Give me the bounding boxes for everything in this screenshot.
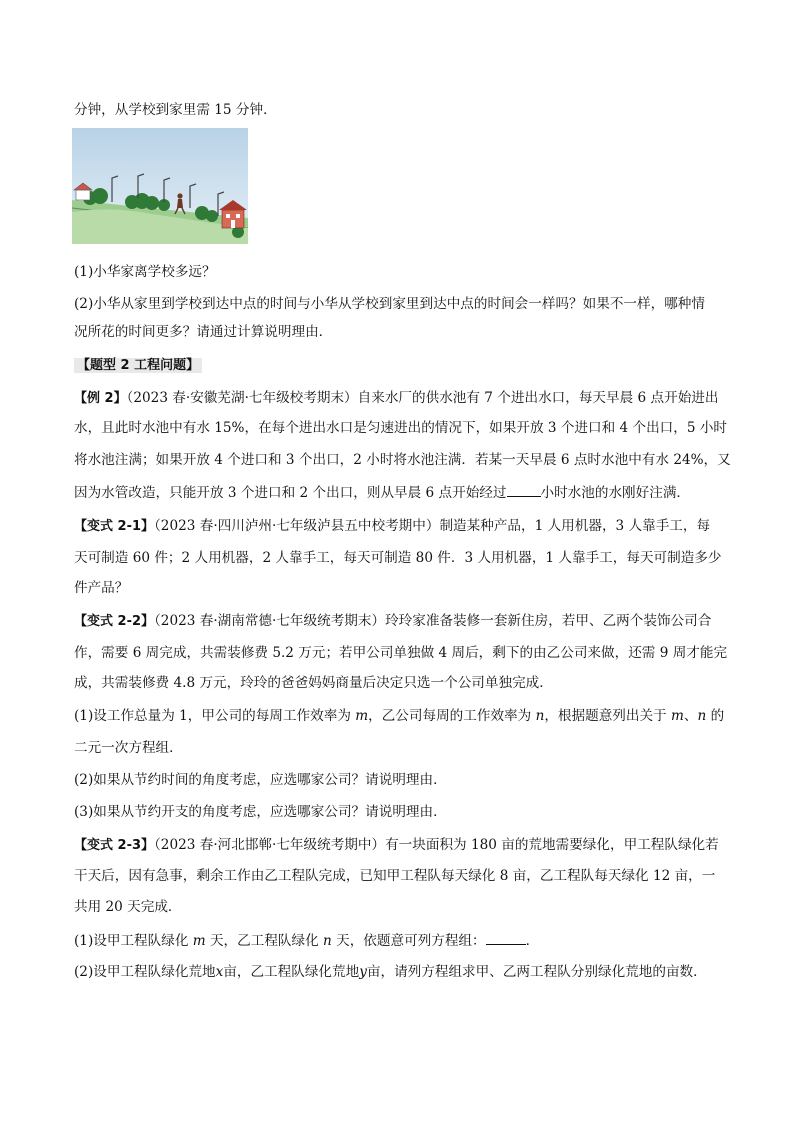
text: 的 [706,708,725,724]
question-2-line1: (2)小华从家里到学校到达中点的时间与小华从学校到家里到达中点的时间会一样吗？如果不一样，哪种情 [74,296,705,312]
variant-2-2-line1 [74,611,711,632]
example-2-text: （2023 春·安徽芜湖·七年级校考期末）自来水厂的供水池有 7 个进出水口，每天早晨 6 点开始进出 [126,390,719,406]
example-2-line3: 将水池注满；如果开放 4 个进口和 3 个出口，2 小时将水池注满．若某一天早晨 6 点时水池中有水 24%，又 [74,452,731,468]
variant-2-3-q2 [74,962,707,982]
text-line: 分钟，从学校到家里需 15 分钟． [74,102,277,118]
variant-2-3-tag: 【变式 2-3】 [74,838,155,853]
answer-blank[interactable] [486,930,526,945]
text: 亩，乙工程队绿化荒地 [223,964,360,980]
example-2-line2: 水，且此时水池中有水 15%，在每个进出水口是匀速进出的情况下，如果开放 3 个进口和 4 个出口，5 小时 [74,420,728,436]
var-m: m [192,933,206,949]
variant-2-2-q2: (2)如果从节约时间的角度考虑，应选哪家公司？请说明理由． [74,772,447,788]
var-m: m [671,708,684,724]
text: (1)设工作总量为 1，甲公司的每周工作效率为 [74,708,356,724]
text: 天，乙工程队绿化 [205,933,324,949]
var-x: x [215,964,224,980]
variant-2-2-tag: 【变式 2-2】 [74,614,155,629]
variant-2-1-tag: 【变式 2-1】 [74,519,155,534]
variant-2-1-text: （2023 春·四川泸州·七年级泸县五中校考期中）制造某种产品，1 人用机器，3 人靠手工，每 [154,518,711,534]
text: 亩，请列方程组求甲、乙两工程队分别绿化荒地的亩数． [366,964,707,980]
text: ． [525,933,540,949]
section-title: 【题型 2 工程问题】 [74,358,202,373]
variant-2-2-q3: (3)如果从节约开支的角度考虑，应选哪家公司？请说明理由． [74,804,447,820]
variant-2-3-line1 [74,835,719,856]
variant-2-2-q1-line1 [74,706,724,726]
section-heading [74,355,202,376]
answer-blank[interactable] [507,482,541,497]
var-n: n [697,708,707,724]
text: ，乙公司每周的工作效率为 [368,708,536,724]
variant-2-3-line3: 共用 20 天完成． [74,899,182,915]
example-2-line1 [74,388,718,409]
var-n: n [535,708,545,724]
text: 天，依题意可列方程组： [331,933,486,949]
var-n: n [323,933,332,949]
text: ，根据题意列出关于 [544,708,672,724]
text: 、 [683,708,698,724]
variant-2-3-line2: 干天后，因有急事，剩余工作由乙工程队完成，已知甲工程队每天绿化 8 亩，乙工程队每天绿化 12 亩，一 [74,868,716,884]
variant-2-2-q1-line2: 二元一次方程组． [74,740,183,756]
var-y: y [359,964,367,980]
question-2-line2: 况所花的时间更多？请通过计算说明理由． [74,324,333,340]
text: (2)设甲工程队绿化荒地 [74,964,216,980]
variant-2-1-line2: 天可制造 60 件；2 人用机器，2 人靠手工，每天可制造 80 件．3 人用机器，1 人靠手工，每天可制造多少 [74,550,722,566]
question-1: (1)小华家离学校多远？ [74,264,216,280]
variant-2-2-line2: 作，需要 6 周完成，共需装修费 5.2 万元；若甲公司单独做 4 周后，剩下的由乙公司来做，还需 9 周才能完 [74,645,728,661]
variant-2-3-text: （2023 春·河北邯郸·七年级统考期中）有一块面积为 180 亩的荒地需要绿化，甲工程队绿化若 [154,837,719,853]
variant-2-2-line3: 成，共需装修费 4.8 万元，玲玲的爸爸妈妈商量后决定只选一个公司单独完成． [74,675,553,691]
variant-2-1-line3: 件产品？ [74,580,129,596]
variant-2-1-line1 [74,516,710,537]
example-2-line4 [74,482,690,503]
example-2-text-b: 小时水池的水刚好注满． [540,485,691,501]
example-2-text-a: 因为水管改造，只能开放 3 个进口和 2 个出口，则从早晨 6 点开始经过 [74,485,507,501]
var-m: m [355,708,369,724]
road-illustration [72,128,248,244]
example-2-tag: 【例 2】 [74,391,127,406]
text: (1)设甲工程队绿化 [74,933,193,949]
variant-2-2-text: （2023 春·湖南常德·七年级统考期末）玲玲家准备装修一套新住房，若甲、乙两个装饰公司合 [154,613,712,629]
variant-2-3-q1 [74,930,539,951]
